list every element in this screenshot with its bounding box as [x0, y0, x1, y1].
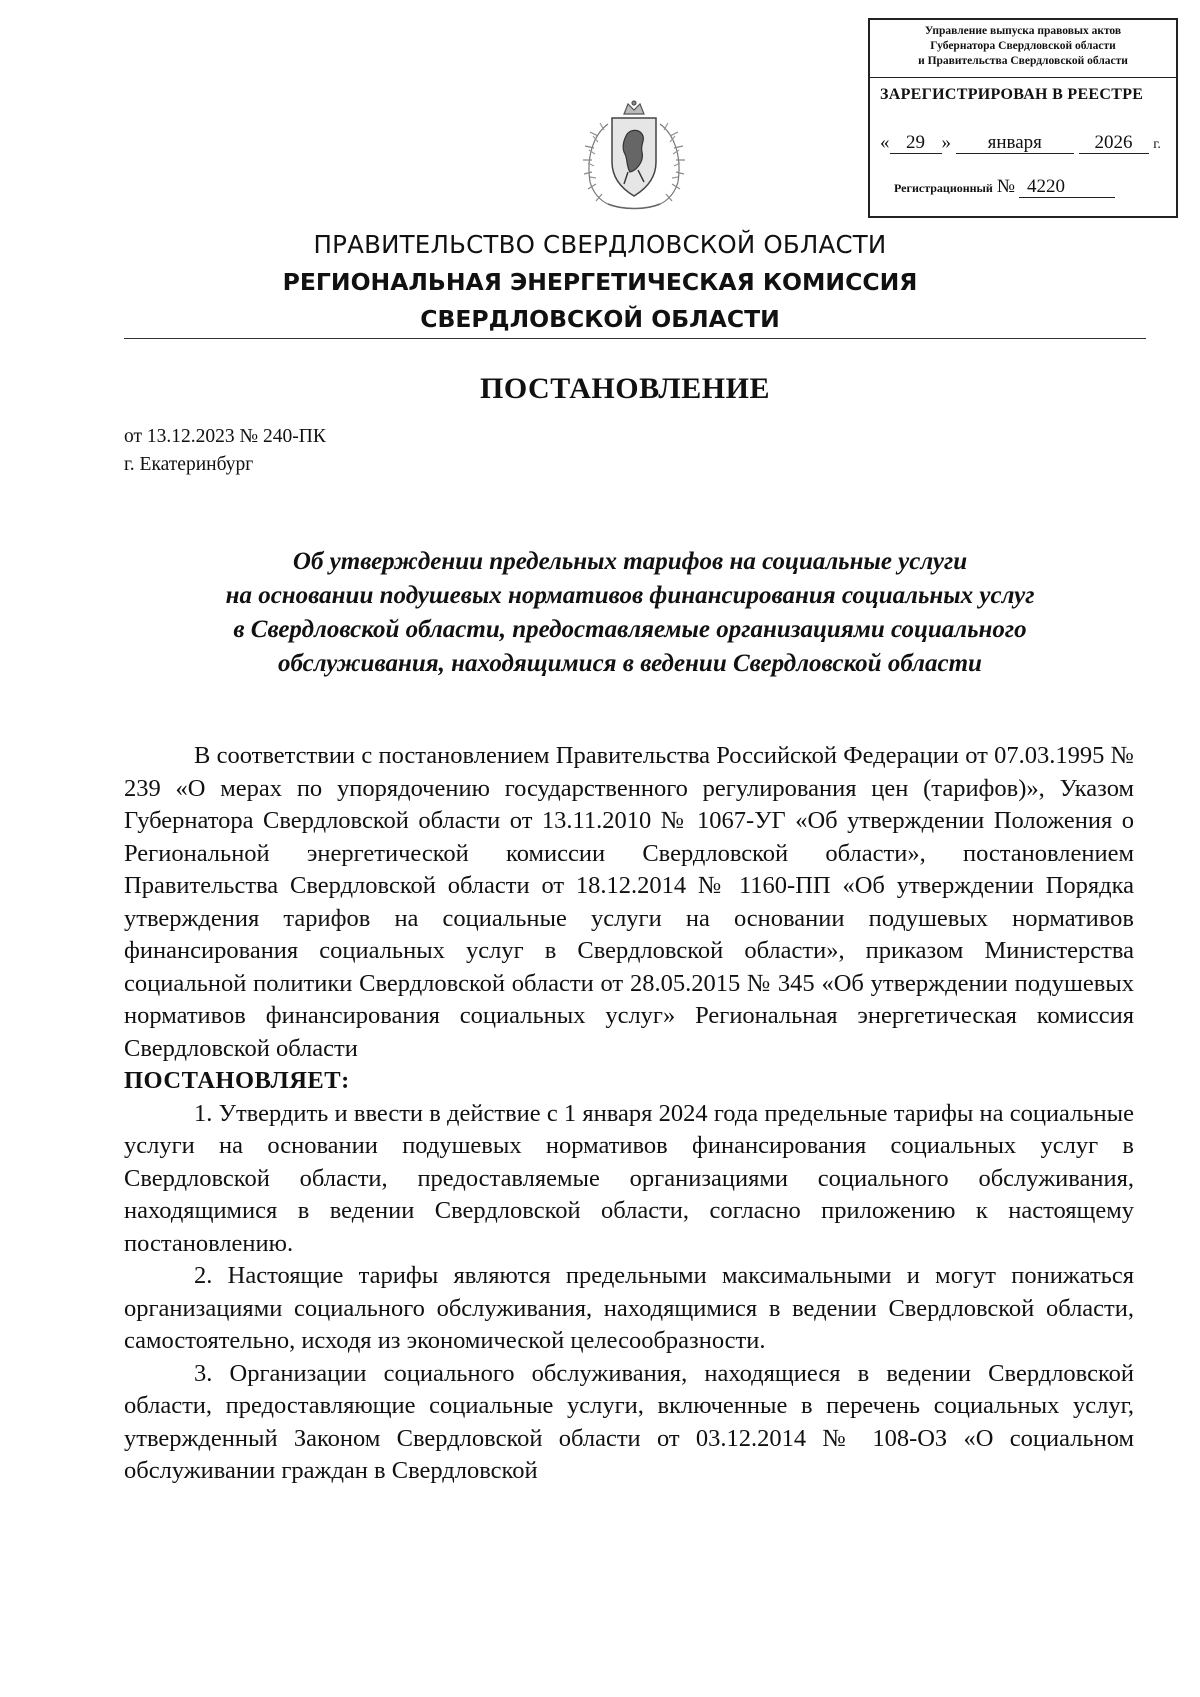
stamp-number	[894, 176, 1115, 198]
stamp-reg-label: Регистрационный	[894, 181, 993, 195]
stamp-year: 2026	[1079, 133, 1149, 154]
item-2-paragraph: 2. Настоящие тарифы являются предельными максимальными и могут понижаться организациями социального обслуживания, находящимися в ведении Свердловской области, самостоятельно, исходя из экономической целесообразности.	[124, 1262, 1134, 1354]
stamp-open-quote: «	[880, 132, 890, 153]
document-body	[124, 740, 1134, 1488]
stamp-year-suffix: г.	[1153, 137, 1161, 152]
stamp-day: 29	[890, 133, 942, 154]
item-1-paragraph: 1. Утвердить и ввести в действие с 1 января 2024 года предельные тарифы на социальные услуги на основании подушевых нормативов финансирования социальных услуг в Свердловской области, предоставляемые организациями социального обслуживания, находящимися в ведении Свердловской области, согласно приложению к настоящему постановлению.	[124, 1099, 1134, 1257]
region-title: СВЕРДЛОВСКОЙ ОБЛАСТИ	[420, 305, 780, 333]
stamp-header-line: Губернатора Свердловской области	[930, 40, 1116, 52]
document-type: ПОСТАНОВЛЕНИЕ	[480, 372, 770, 405]
subject-line: на основании подушевых нормативов финансирования социальных услуг	[225, 582, 1035, 609]
document-date-number: от 13.12.2023 № 240-ПК	[124, 426, 326, 447]
stamp-header-line: и Правительства Свердловской области	[918, 55, 1128, 67]
registration-stamp	[868, 18, 1178, 218]
subject-line: обслуживания, находящимися в ведении Свердловской области	[278, 650, 982, 677]
stamp-reg-number: 4220	[1019, 177, 1115, 198]
commission-title: РЕГИОНАЛЬНАЯ ЭНЕРГЕТИЧЕСКАЯ КОМИССИЯ	[282, 268, 918, 296]
stamp-number-sign: №	[996, 176, 1015, 197]
document-subject	[130, 545, 1130, 681]
stamp-close-quote: »	[941, 132, 951, 153]
stamp-registered-label: ЗАРЕГИСТРИРОВАН В РЕЕСТРЕ	[880, 86, 1144, 103]
document-city: г. Екатеринбург	[124, 454, 254, 475]
subject-line: в Свердловской области, предоставляемые организациями социального	[233, 616, 1027, 643]
stamp-header-line: Управление выпуска правовых актов	[924, 25, 1122, 37]
stamp-month: января	[956, 133, 1074, 154]
header-divider	[124, 338, 1146, 339]
resolves-heading: ПОСТАНОВЛЯЕТ:	[124, 1067, 350, 1094]
preamble-paragraph: В соответствии с постановлением Правительства Российской Федерации от 07.03.1995 № 239 «О мерах по упорядочению государственного регулирования цен (тарифов)», Указом Губернатора Свердловской области от 13.11.2010 № 1067-УГ «Об утверждении Положения о Региональной энергетической комиссии Свердловской области», постановлением Правительства Свердловской области от 18.12.2014 № 1160-ПП «Об утверждении Порядка утверждения тарифов на социальные услуги на основании подушевых нормативов финансирования социальных услуг в Свердловской области», приказом Министерства социальной политики Свердловской области от 28.05.2015 № 345 «Об утверждении подушевых нормативов финансирования социальных услуг» Региональная энергетическая комиссия Свердловской области	[124, 742, 1134, 1062]
subject-line: Об утверждении предельных тарифов на социальные услуги	[292, 548, 968, 575]
government-title: ПРАВИТЕЛЬСТВО СВЕРДЛОВСКОЙ ОБЛАСТИ	[313, 230, 887, 259]
item-3-paragraph: 3. Организации социального обслуживания, находящиеся в ведении Свердловской области, предоставляющие социальные услуги, включенные в перечень социальных услуг, утвержденный Законом Свердловской области от 03.12.2014 № 108-ОЗ «О социальном обслуживании граждан в Свердловской	[124, 1359, 1134, 1484]
coat-of-arms-icon	[568, 100, 700, 212]
stamp-date	[880, 132, 1161, 154]
stamp-header	[870, 20, 1176, 78]
